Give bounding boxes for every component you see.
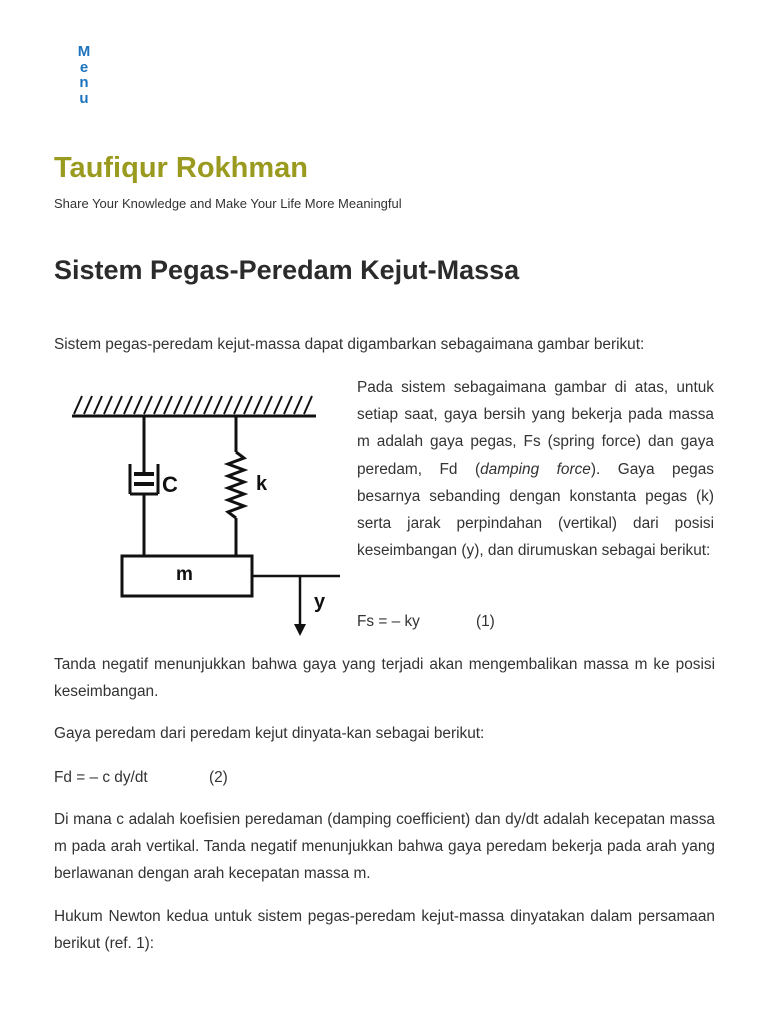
- equation-1: [357, 608, 714, 635]
- newton-paragraph: Hukum Newton kedua untuk sistem pegas-peredam kejut-massa dinyatakan dalam persamaan berikut (ref. 1):: [54, 908, 715, 953]
- displacement-marker: [252, 576, 340, 626]
- equation-1-lhs: Fs = – ky: [357, 613, 420, 630]
- spring-damper-mass-figure: [60, 380, 350, 642]
- damping-paragraph: Gaya peredam dari peredam kejut dinyata-kan sebagai berikut:: [54, 725, 485, 742]
- side-paragraph: [357, 374, 714, 564]
- equation-2-number: (2): [209, 769, 228, 786]
- spring-label: k: [256, 473, 268, 495]
- mass-label: m: [176, 564, 193, 585]
- coefficient-paragraph: Di mana c adalah koefisien peredaman (damping coefficient) dan dy/dt adalah kecepatan massa m pada arah vertikal. Tanda negatif menunjukkan bahwa gaya peredam bekerja pada arah yang berlawanan dengan arah kecepatan massa m.: [54, 811, 715, 883]
- side-text: Pada sistem sebagaimana gambar di atas, untuk setiap saat, gaya bersih yang bekerja pada massa m adalah gaya pegas, Fs (spring force) dan gaya peredam, Fd (: [357, 379, 714, 478]
- ceiling-hatch: [74, 396, 312, 414]
- spring: [228, 417, 244, 556]
- displacement-arrowhead: [294, 624, 306, 636]
- equation-2: [54, 764, 715, 791]
- side-text: ). Gaya pegas besarnya sebanding dengan konstanta pegas (k) serta jarak perpindahan (vertikal) dari posisi keseimbangan (y), dan dirumuskan sebagai berikut:: [357, 460, 714, 560]
- equation-1-number: (1): [476, 613, 495, 630]
- intro-paragraph: Sistem pegas-peredam kejut-massa dapat digambarkan sebagaimana gambar berikut:: [54, 336, 645, 353]
- menu-letter: u: [79, 89, 89, 107]
- menu-letter: M: [77, 43, 91, 60]
- damper-label: C: [162, 472, 178, 497]
- equation-2-lhs: Fd = – c dy/dt: [54, 769, 148, 786]
- damping-force-term: damping force: [480, 460, 591, 478]
- site-title[interactable]: Taufiqur Rokhman: [54, 152, 309, 184]
- menu-letter: e: [79, 58, 89, 76]
- post-title: Sistem Pegas-Peredam Kejut-Massa: [54, 255, 520, 285]
- damper: [130, 417, 158, 556]
- sign-paragraph: Tanda negatif menunjukkan bahwa gaya yang terjadi akan mengembalikan massa m ke posisi keseimbangan.: [54, 656, 715, 701]
- site-tagline: Share Your Knowledge and Make Your Life More Meaningful: [54, 196, 402, 211]
- menu-toggle[interactable]: [74, 44, 94, 106]
- spring-damper-mass-diagram: [60, 380, 350, 642]
- menu-letter: n: [79, 74, 89, 91]
- displacement-label: y: [314, 591, 326, 613]
